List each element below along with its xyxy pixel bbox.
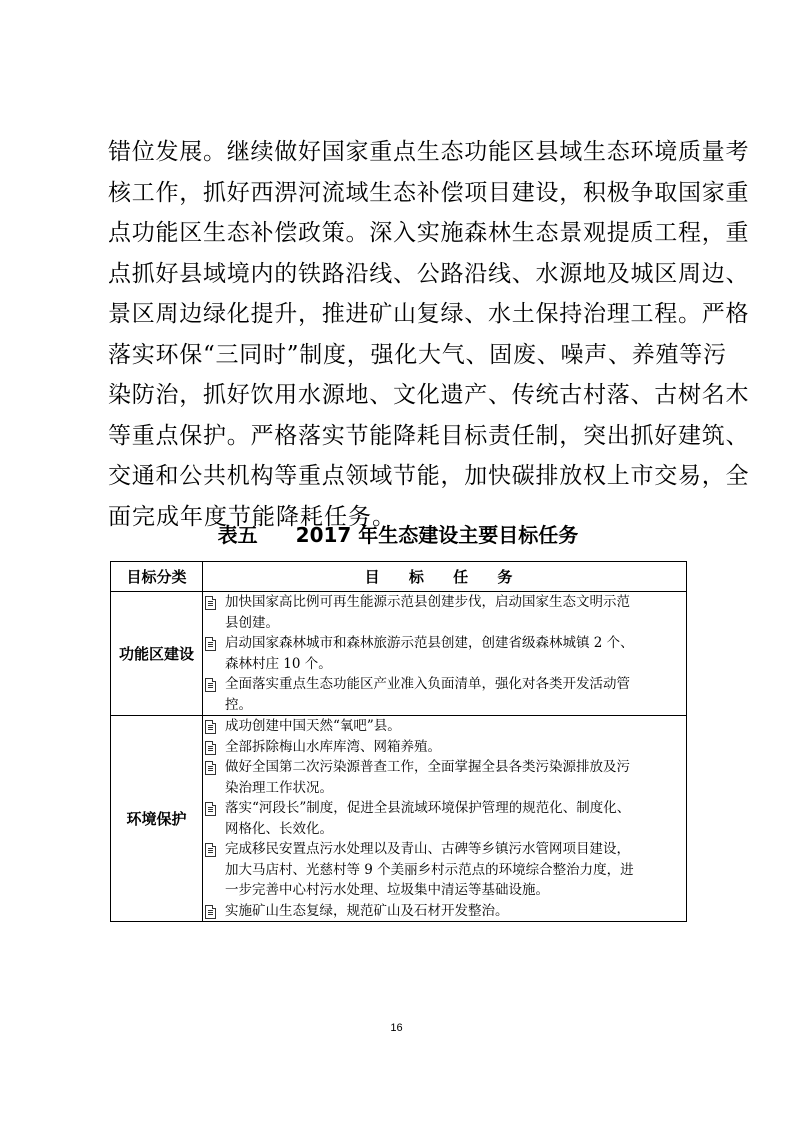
task-text-line: 做好全国第二次污染源普查工作，全面掌握全县各类污染源排放及污 (225, 759, 630, 775)
bullet-container (203, 737, 225, 758)
task-text-line: 森林村庄 10 个。 (225, 655, 332, 672)
bullet-container (203, 839, 225, 860)
header-tasks: 目 标 任 务 (203, 562, 687, 592)
table-header-row (111, 562, 687, 592)
table-label: 表五 (217, 523, 258, 547)
category-cell: 功能区建设 (111, 592, 203, 716)
task-text (225, 839, 686, 901)
body-line: 错位发展。继续做好国家重点生态功能区县域生态环境质量考 (108, 139, 750, 165)
task-item (203, 798, 686, 839)
task-text (225, 592, 686, 633)
task-text-line: 完成移民安置点污水处理以及青山、古碑等乡镇污水管网项目建设， (225, 841, 630, 857)
task-cell (203, 716, 687, 922)
table-row (111, 592, 687, 716)
document-icon (205, 843, 216, 857)
task-text (225, 716, 686, 737)
document-icon (205, 905, 216, 919)
task-item (203, 757, 686, 798)
body-line: 点功能区生态补偿政策。深入实施森林生态景观提质工程，重 (108, 220, 750, 246)
task-item (203, 839, 686, 901)
document-icon (205, 720, 216, 734)
document-icon (205, 741, 216, 755)
category-cell: 环境保护 (111, 716, 203, 922)
task-item (203, 633, 686, 674)
body-line: 点抓好县域境内的铁路沿线、公路沿线、水源地及城区周边、 (108, 260, 750, 287)
document-icon (205, 802, 216, 816)
header-category: 目标分类 (111, 562, 203, 592)
task-text-line: 落实“河段长”制度，促进全县流域环境保护管理的规范化、制度化、 (225, 800, 631, 816)
task-text-line: 加大马店村、光慈村等 9 个美丽乡村示范点的环境综合整治力度，进 (225, 861, 634, 878)
target-task-table (110, 561, 687, 922)
task-text (225, 737, 686, 758)
task-cell (203, 592, 687, 716)
task-item (203, 901, 686, 922)
bullet-container (203, 674, 225, 695)
task-text-line: 染治理工作状况。 (225, 779, 333, 796)
bullet-container (203, 901, 225, 922)
bullet-container (203, 798, 225, 819)
task-text-line: 全部拆除梅山水库库湾、网箱养殖。 (225, 738, 441, 755)
task-text-line: 县创建。 (225, 614, 279, 631)
bullet-container (203, 716, 225, 737)
bullet-container (203, 757, 225, 778)
body-line: 染防治，抓好饮用水源地、文化遗产、传统古村落、古树名木 (108, 382, 750, 408)
body-line: 面完成年度节能降耗任务。 (108, 503, 396, 530)
task-text-line: 加快国家高比例可再生能源示范县创建步伐，启动国家生态文明示范 (225, 594, 630, 610)
task-text-line: 控。 (225, 696, 252, 713)
task-text (225, 633, 686, 674)
page-number: 16 (390, 1022, 403, 1034)
task-text-line: 全面落实重点生态功能区产业准入负面清单，强化对各类开发活动管 (225, 676, 630, 692)
task-text (225, 901, 686, 922)
body-line: 景区周边绿化提升，推进矿山复绿、水土保持治理工程。严格 (108, 301, 750, 327)
task-text-line: 启动国家森林城市和森林旅游示范县创建，创建省级森林城镇 2 个、 (225, 635, 634, 651)
document-icon (205, 761, 216, 775)
task-text-line: 成功创建中国天然“氧吧”县。 (225, 718, 401, 734)
task-item (203, 592, 686, 633)
task-text-line: 一步完善中心村污水处理、垃圾集中清运等基础设施。 (225, 882, 549, 898)
task-text (225, 674, 686, 715)
body-line: 核工作，抓好西淠河流域生态补偿项目建设，积极争取国家重 (108, 179, 750, 206)
body-line: 等重点保护。严格落实节能降耗目标责任制，突出抓好建筑、 (108, 422, 750, 449)
task-text (225, 757, 686, 798)
task-item (203, 716, 686, 737)
table-caption (110, 520, 686, 550)
task-text-line: 实施矿山生态复绿，规范矿山及石材开发整治。 (225, 902, 509, 919)
body-paragraph (108, 132, 750, 537)
document-icon (205, 678, 216, 692)
body-line: 落实环保“三同时”制度，强化大气、固废、噪声、养殖等污 (108, 341, 727, 368)
document-icon (205, 596, 216, 610)
table-row (111, 716, 687, 922)
task-text (225, 798, 686, 839)
task-text-line: 网格化、长效化。 (225, 820, 333, 837)
task-item (203, 737, 686, 758)
document-icon (205, 637, 216, 651)
task-item (203, 674, 686, 715)
table-title: 2017 年生态建设主要目标任务 (295, 523, 579, 547)
bullet-container (203, 633, 225, 654)
bullet-container (203, 592, 225, 613)
body-line: 交通和公共机构等重点领域节能，加快碳排放权上市交易，全 (108, 463, 750, 489)
